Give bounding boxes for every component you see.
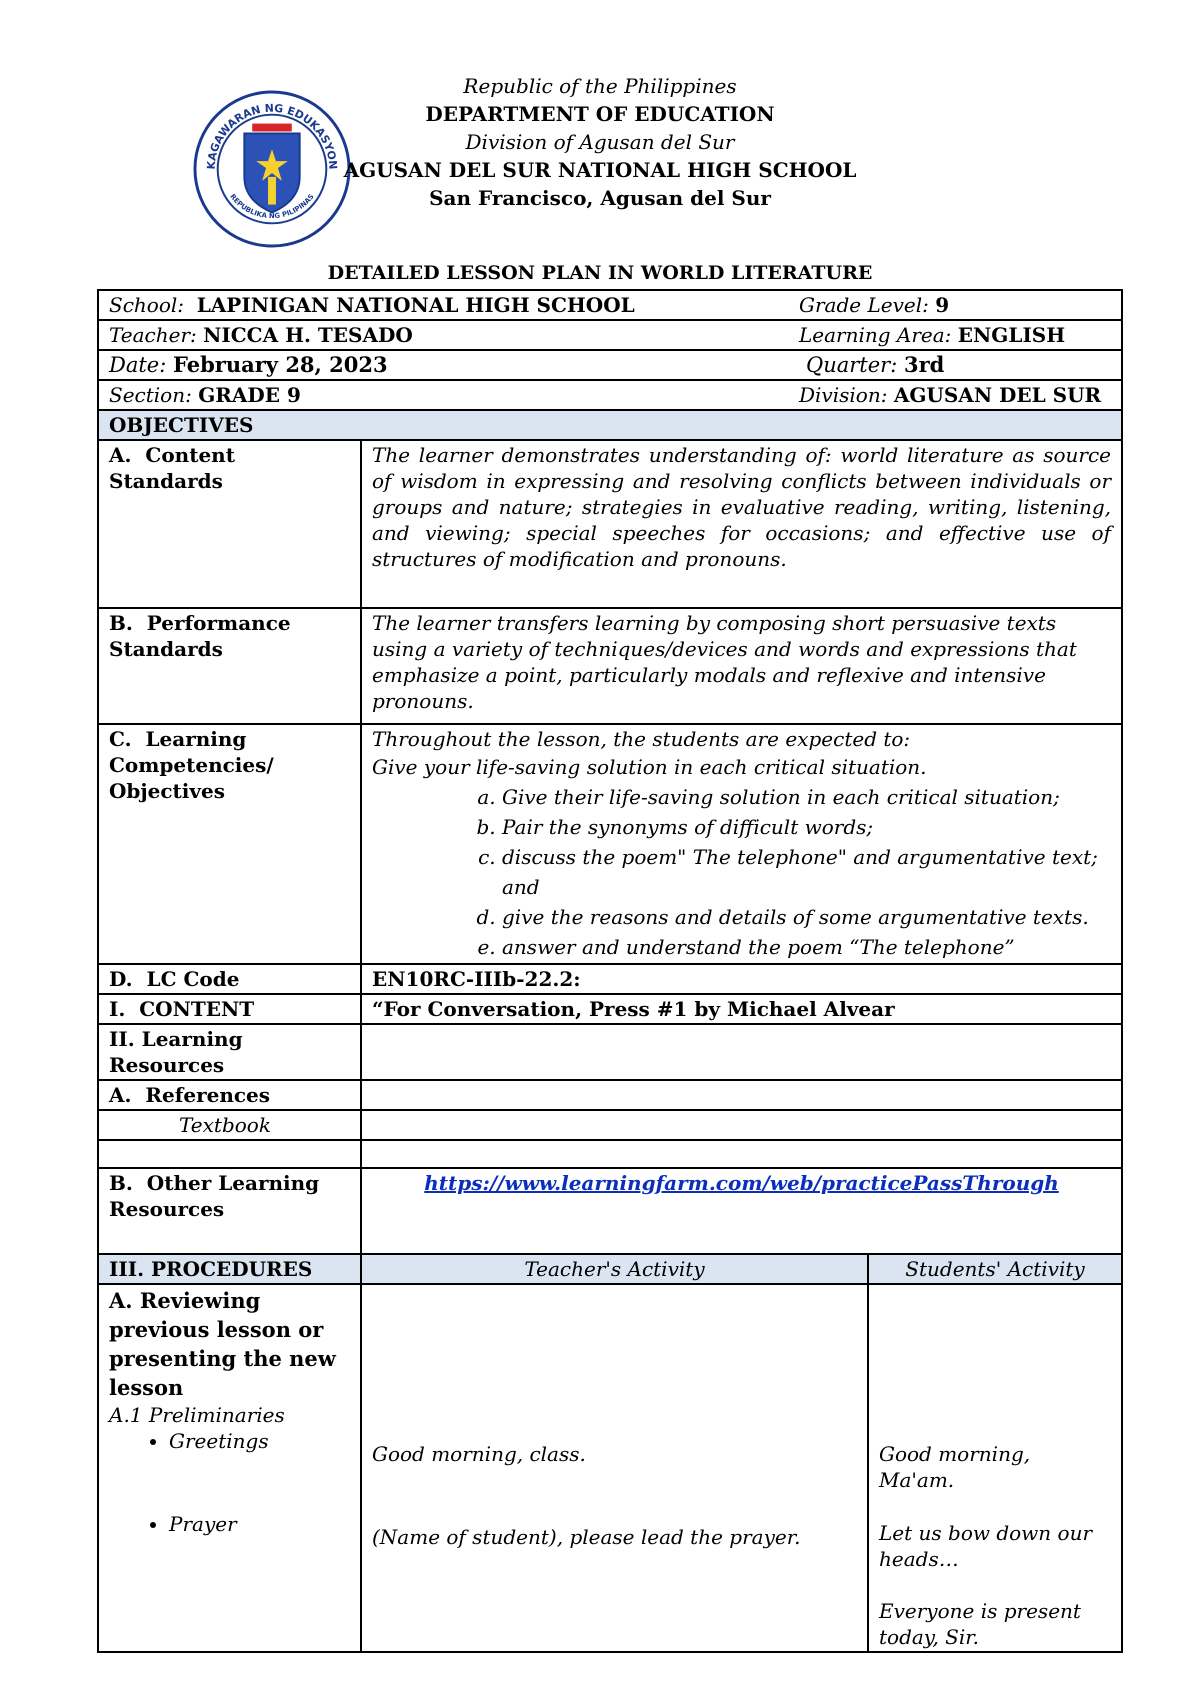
teacher-value: NICCA H. TESADO (203, 323, 413, 347)
objective-item: e. answer and understand the poem “The telephone” (502, 932, 1111, 962)
teacher-activity-cell (361, 1284, 868, 1652)
info-row-school: School: LAPINIGAN NATIONAL HIGH SCHOOL Grade Level: 9 (98, 290, 1122, 320)
lc-code-value: EN10RC-IIIb-22.2: (361, 964, 1122, 994)
content-label: I. CONTENT (98, 994, 361, 1024)
teacher-greeting: Good morning, class. (372, 1442, 586, 1466)
info-row-teacher: Teacher: NICCA H. TESADO Learning Area: ENGLISH (98, 320, 1122, 350)
objectives-heading-row (98, 410, 1122, 440)
location-line: San Francisco, Agusan del Sur (429, 186, 771, 210)
department-line: DEPARTMENT OF EDUCATION (425, 102, 775, 126)
content-standards-text: The learner demonstrates understanding of: world literature as source of wisdom in expressing and resolving conflicts between individuals or groups and nature; strategies in evaluative reading, writing, listening, and viewing; special speeches for occasions; and effective use of structures of modification and pronouns. (361, 440, 1122, 608)
date-value: February 28, 2023 (173, 352, 388, 377)
procedures-header-row (98, 1254, 1122, 1284)
references-label: A. References (98, 1080, 361, 1110)
quarter-value: 3rd (903, 352, 945, 377)
content-row (98, 994, 1122, 1024)
student-greeting: Good morning, Ma'am. (879, 1442, 1031, 1492)
preliminaries-label: A.1 Preliminaries (109, 1403, 285, 1427)
lesson-plan-table (97, 289, 1123, 1653)
lc-code-label: D. LC Code (98, 964, 361, 994)
info-row-date: Date: February 28, 2023 Quarter: 3rd (98, 350, 1122, 380)
info-row-section: Section: GRADE 9 Division: AGUSAN DEL SUR (98, 380, 1122, 410)
prayer-item: • Prayer (169, 1511, 350, 1537)
blank-row (98, 1140, 1122, 1168)
competencies-label: C. Learning Competencies/ Objectives (98, 724, 361, 964)
references-row (98, 1080, 1122, 1110)
area-value: ENGLISH (957, 323, 1066, 347)
objectives-list (372, 782, 1111, 962)
content-standards-label: A. Content Standards (98, 440, 361, 608)
objective-item: c. discuss the poem" The telephone" and argumentative text; and (502, 842, 1111, 902)
competencies-sub: Give your life-saving solution in each critical situation. (372, 755, 927, 779)
resources-label: II. Learning Resources (98, 1024, 361, 1080)
objective-item: b. Pair the synonyms of difficult words; (502, 812, 1111, 842)
objective-item: a. Give their life-saving solution in each critical situation; (502, 782, 1111, 812)
preliminaries-list (109, 1428, 350, 1537)
objective-item: d. give the reasons and details of some argumentative texts. (502, 902, 1111, 932)
teacher-prayer: (Name of student), please lead the prayer. (372, 1525, 801, 1549)
student-prayer: Let us bow down our heads… (879, 1521, 1093, 1571)
school-line: AGUSAN DEL SUR NATIONAL HIGH SCHOOL (343, 158, 857, 182)
division-value: AGUSAN DEL SUR (893, 383, 1102, 407)
students-activity-header: Students' Activity (868, 1254, 1122, 1284)
grade-value: 9 (935, 293, 950, 317)
lc-code-row (98, 964, 1122, 994)
textbook-label: Textbook (98, 1110, 361, 1140)
procedures-a-cell (98, 1284, 361, 1652)
content-standards-row (98, 440, 1122, 608)
competencies-intro: Throughout the lesson, the students are expected to: (372, 727, 911, 751)
document-title: DETAILED LESSON PLAN IN WORLD LITERATURE (327, 262, 873, 284)
teacher-activity-header: Teacher's Activity (361, 1254, 868, 1284)
content-value: “For Conversation, Press #1 by Michael Alvear (361, 994, 1122, 1024)
section-value: GRADE 9 (198, 383, 301, 407)
republic-line: Republic of the Philippines (463, 74, 737, 98)
students-activity-cell (868, 1284, 1122, 1652)
competencies-row (98, 724, 1122, 964)
other-resources-label: B. Other Learning Resources (98, 1168, 361, 1254)
objectives-heading: OBJECTIVES (98, 410, 1122, 440)
seal-text-bottom: REPUBLIKA NG PILIPINAS (228, 192, 316, 221)
procedures-a-label: A. Reviewing previous lesson or presenting the new lesson (109, 1288, 336, 1400)
competencies-cell (361, 724, 1122, 964)
greetings-item: • Greetings (169, 1428, 350, 1454)
textbook-row (98, 1110, 1122, 1140)
division-line: Division of Agusan del Sur (465, 130, 735, 154)
school-value: LAPINIGAN NATIONAL HIGH SCHOOL (196, 293, 635, 317)
letterhead (0, 72, 1200, 212)
performance-standards-row (98, 608, 1122, 724)
seal-text-top: KAGAWARAN NG EDUKASYON (204, 101, 340, 170)
performance-standards-label: B. Performance Standards (98, 608, 361, 724)
performance-standards-text: The learner transfers learning by composing short persuasive texts using a variety of techniques/devices and words and expressions that emphasize a point, particularly modals and reflexive and intensive pronouns. (361, 608, 1122, 724)
procedures-a-row (98, 1284, 1122, 1652)
resources-row (98, 1024, 1122, 1080)
other-resources-link[interactable]: https://www.learningfarm.com/web/practicePassThrough (424, 1171, 1059, 1195)
procedures-label: III. PROCEDURES (98, 1254, 361, 1284)
other-resources-row (98, 1168, 1122, 1254)
student-attendance: Everyone is present today, Sir. (879, 1599, 1081, 1649)
